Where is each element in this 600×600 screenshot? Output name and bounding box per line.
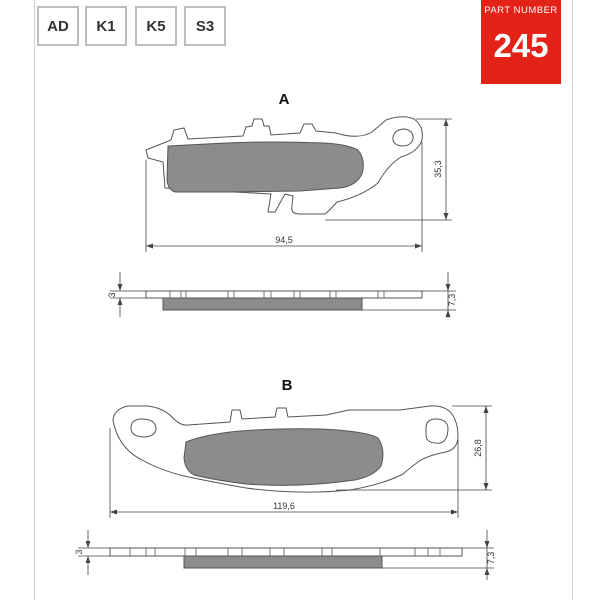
pad-a-total-thickness: 7,3 [447, 293, 457, 307]
pad-b-plate-thickness: 3 [74, 549, 84, 555]
compound-badge-k1: K1 [85, 6, 127, 46]
pad-b-total-thickness: 7,3 [486, 551, 496, 565]
part-number-label: PART NUMBER [484, 5, 558, 16]
pad-b-mount-hole-right [426, 419, 448, 443]
pad-a-friction-material [167, 142, 363, 192]
pad-b-thk-arrows [86, 541, 91, 563]
pad-a-mount-hole [393, 129, 413, 146]
pad-b-side-friction [184, 556, 382, 568]
pad-b-side-plate [110, 548, 462, 556]
pad-b-width-value: 119,6 [273, 501, 295, 511]
pad-a-label: A [278, 91, 290, 108]
pad-b-label: B [281, 377, 293, 394]
pad-b-height-value: 26,8 [473, 439, 483, 457]
compound-badge-ad: AD [37, 6, 79, 46]
pad-b-friction-material [184, 429, 383, 486]
compound-badge-k5: K5 [135, 6, 177, 46]
pad-b-mount-hole-left [131, 419, 156, 437]
pad-a-plate-thickness: 3 [107, 292, 117, 298]
pad-a-thk-arrows [118, 284, 123, 305]
pad-a-side-plate [146, 291, 422, 298]
compound-badge-s3: S3 [184, 6, 226, 46]
pad-a-side-friction [163, 298, 362, 310]
pad-a-height-value: 35,3 [433, 160, 443, 178]
pad-a-width-value: 94,5 [275, 235, 293, 245]
part-number-value: 245 [493, 27, 549, 64]
